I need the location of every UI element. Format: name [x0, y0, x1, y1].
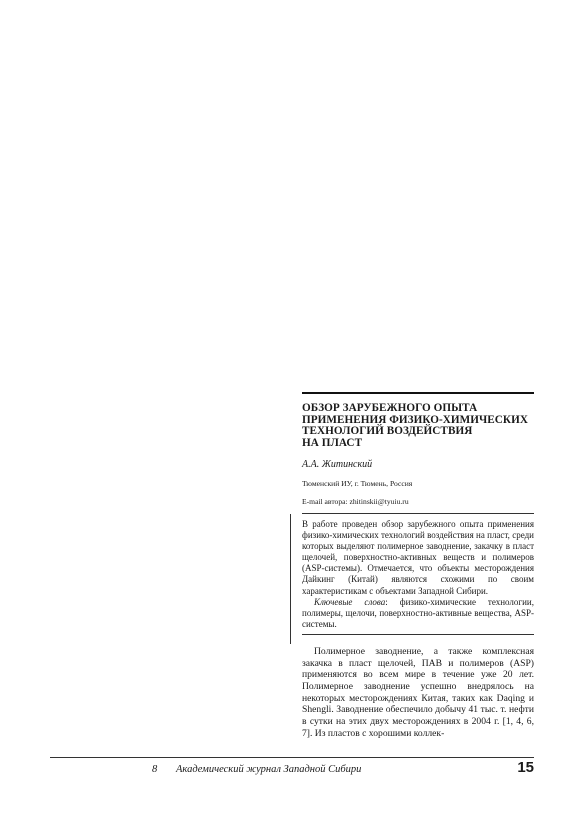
author-email: E-mail автора: zhitinskii@tyuiu.ru	[302, 497, 409, 506]
author-name: А.А. Житинский	[302, 459, 373, 470]
page-footer	[50, 757, 534, 782]
abstract-block	[302, 514, 534, 630]
keywords	[302, 597, 534, 630]
body-text	[302, 646, 534, 740]
issue-number: 8	[152, 764, 158, 775]
article-column	[302, 392, 534, 740]
keywords-text: : физико-химические технологии, полимеры, щелочи, поверхностно-активные вещества, ASP-системы.	[302, 596, 534, 629]
author-affiliation: Тюменский ИУ, г. Тюмень, Россия	[302, 479, 413, 488]
title-line-1: ОБЗОР ЗАРУБЕЖНОГО ОПЫТА	[302, 402, 478, 414]
keywords-label: Ключевые слова	[314, 596, 386, 607]
abstract-side-rule	[290, 514, 291, 644]
article-title	[302, 403, 534, 449]
journal-name: Академический журнал Западной Сибири	[176, 764, 362, 775]
title-line-2: ПРИМЕНЕНИЯ ФИЗИКО-ХИМИЧЕСКИХ	[302, 413, 528, 426]
title-line-4: НА ПЛАСТ	[302, 436, 363, 449]
abstract-text: В работе проведен обзор зарубежного опыта применения физико-химических технологий воздействия на пласт, среди которых выделяют полимерное заводнение, закачку в пласт щелочей, поверхностно-активных веществ и полимеров (ASP-системы). Отмечается, что объекты месторождения Дайкинг (Китай) являются схожими по своим характеристикам с объектами Западной Сибири.	[302, 519, 534, 596]
title-line-3: ТЕХНОЛОГИЙ ВОЗДЕЙСТВИЯ	[302, 425, 473, 437]
body-paragraph: Полимерное заводнение, а также комплексная закачка в пласт щелочей, ПАВ и полимеров (ASP) применяются во всем мире в течение уже 20 лет. Полимерное заводнение успешно внедрялось на некоторых месторождениях Китая, таких как Daqing и Shengli. Заводнение обеспечило добычу 41 тыс. т. нефти в сутки на этих двух месторождениях в 2004 г. [1, 4, 6, 7]. Из пластов с хорошими коллек-	[302, 645, 534, 739]
abstract-bottom-rule	[302, 634, 534, 635]
page-number: 15	[517, 759, 534, 776]
top-rule	[302, 392, 534, 394]
